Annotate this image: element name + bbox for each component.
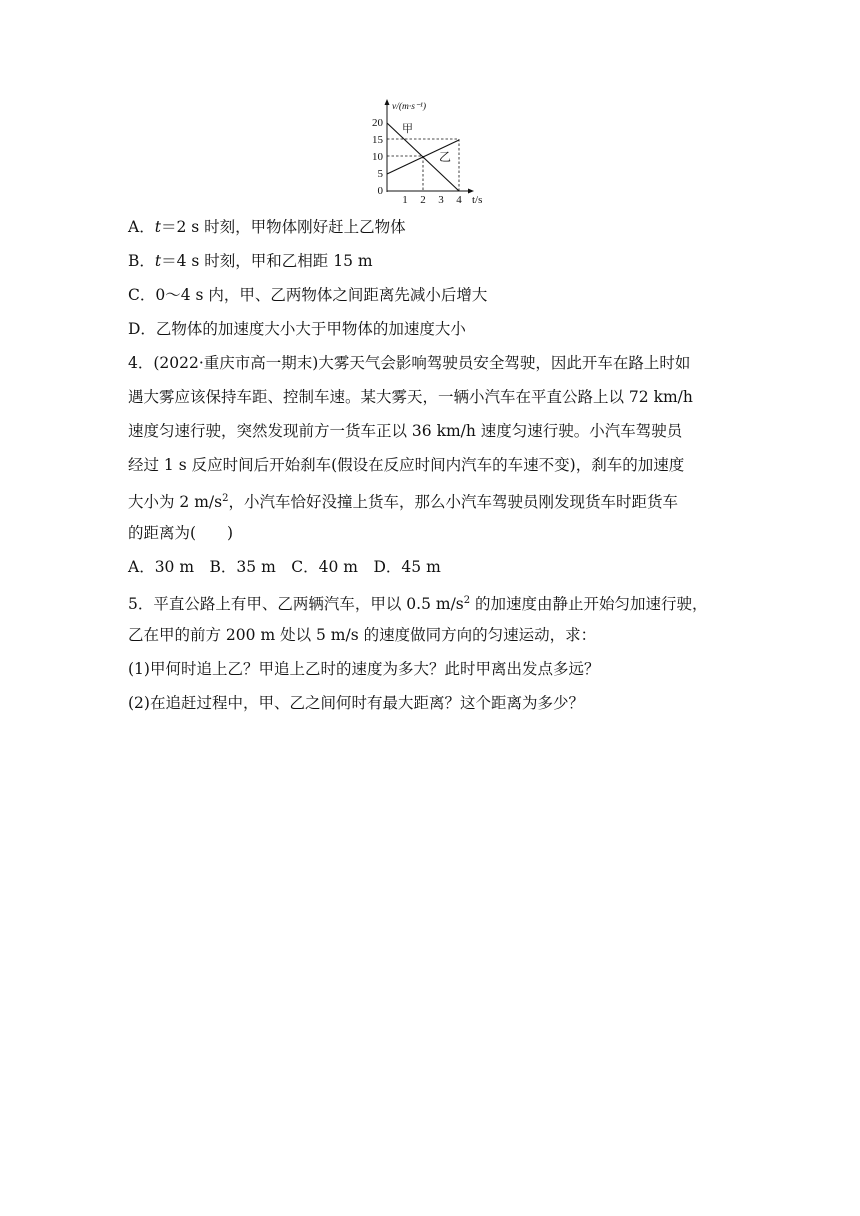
y-tick-20: 20	[372, 117, 383, 129]
q5-line-1: 5．平直公路上有甲、乙两辆汽车，甲以 0.5 $m/s^2$ 的加速度由静止开始匀加速行驶，	[128, 595, 708, 614]
y-axis-label: v/(m·s⁻¹)	[392, 102, 426, 112]
q3-option-a: A．t＝2 s 时刻，甲物体刚好赶上乙物体	[128, 218, 406, 236]
q4-line-2: 遇大雾应该保持车距、控制车速。某大雾天，一辆小汽车在平直公路上以 72 km/h	[128, 388, 693, 406]
x-tick-4: 4	[456, 194, 462, 206]
y-tick-10: 10	[372, 151, 383, 163]
x-axis-arrow	[468, 189, 474, 194]
x-tick-3: 3	[438, 194, 444, 206]
x-axis-label: t/s	[472, 194, 483, 206]
q4-line-6: 的距离为( )	[128, 524, 234, 542]
q4-line-3: 速度匀速行驶，突然发现前方一货车正以 36 km/h 速度匀速行驶。小汽车驾驶员	[128, 422, 683, 440]
q3-option-d: D．乙物体的加速度大小大于甲物体的加速度大小	[128, 320, 466, 338]
q5-line-2: 乙在甲的前方 200 m 处以 5 m/s 的速度做同方向的匀速运动，求：	[128, 626, 597, 644]
q5-part-1: (1)甲何时追上乙？甲追上乙时的速度为多大？此时甲离出发点多远？	[128, 660, 600, 678]
y-tick-15: 15	[372, 134, 383, 146]
q4-options: A．30 m B．35 m C．40 m D．45 m	[128, 558, 441, 576]
q5-part-2: (2)在追赶过程中，甲、乙之间何时有最大距离？这个距离为多少？	[128, 694, 584, 712]
y-tick-5: 5	[377, 168, 383, 180]
velocity-time-graph	[362, 96, 497, 208]
series-label-yi: 乙	[439, 150, 452, 164]
q3-option-c: C．0～4 s 内，甲、乙两物体之间距离先减小后增大	[128, 286, 488, 304]
q4-line-4: 经过 1 s 反应时间后开始刹车(假设在反应时间内汽车的车速不变)，刹车的加速度	[128, 456, 685, 474]
y-tick-0: 0	[377, 185, 383, 197]
y-axis-arrow	[385, 99, 390, 105]
q3-option-b: B．t＝4 s 时刻，甲和乙相距 15 m	[128, 252, 373, 270]
x-tick-1: 1	[402, 194, 408, 206]
series-label-jia: 甲	[402, 123, 413, 135]
q4-line-1: 4．(2022·重庆市高一期末)大雾天气会影响驾驶员安全驾驶，因此开车在路上时如	[128, 354, 691, 372]
q4-line-5: 大小为 2 $m/s^2$，小汽车恰好没撞上货车，那么小汽车驾驶员刚发现货车时距货车	[128, 493, 678, 512]
x-tick-2: 2	[420, 194, 426, 206]
